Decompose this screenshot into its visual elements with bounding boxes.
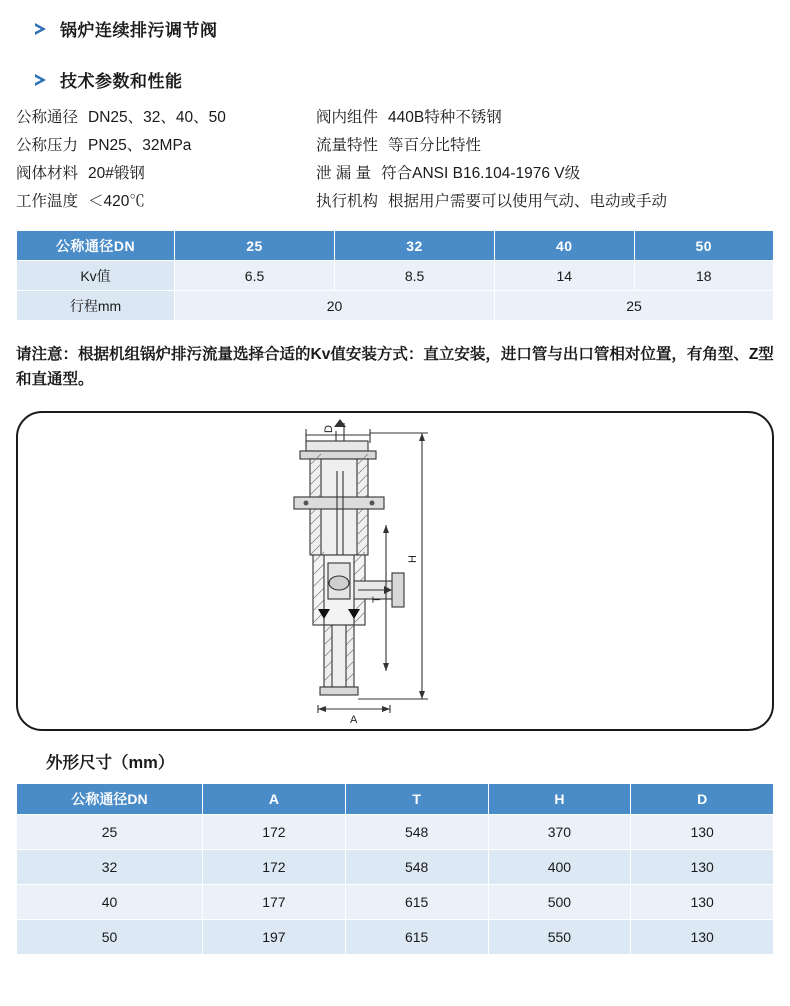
cell-dn: 50 — [17, 919, 203, 954]
cell-t: 615 — [345, 884, 488, 919]
arrow-bullet-icon — [34, 21, 48, 37]
kv-table — [16, 230, 774, 321]
column-header-dn: 公称通径DN — [17, 231, 175, 261]
cell-d: 130 — [631, 884, 774, 919]
section-heading-product — [34, 16, 774, 41]
valve-drawing-frame — [16, 411, 774, 731]
spec-label: 执行机构 — [316, 193, 379, 211]
cell-h: 500 — [488, 884, 631, 919]
valve-cross-section-drawing — [18, 413, 774, 729]
dimension-section-title: 外形尺寸（mm） — [46, 753, 175, 772]
spec-value: 20#锻钢 — [88, 165, 145, 183]
cell-a: 197 — [203, 919, 346, 954]
spec-item — [16, 190, 316, 214]
spec-value: PN25、32MPa — [88, 137, 192, 155]
column-header-h: H — [488, 783, 631, 814]
spec-value: 根据用户需要可以使用气动、电动或手动 — [388, 193, 668, 211]
column-header-40: 40 — [495, 231, 634, 261]
spec-label: 阀体材料 — [16, 165, 79, 183]
table-row — [17, 261, 774, 291]
table-header-row — [17, 231, 774, 261]
column-header-t: T — [345, 783, 488, 814]
table-row — [17, 814, 774, 849]
spec-label: 阀内组件 — [316, 109, 379, 126]
column-header-50: 50 — [634, 231, 773, 261]
cell-dn: 32 — [17, 849, 203, 884]
spec-item — [16, 106, 316, 130]
dimension-label-H: H — [407, 554, 419, 563]
arrow-bullet-icon — [34, 72, 48, 88]
table-row — [17, 291, 774, 321]
spec-value: 等百分比特性 — [388, 137, 482, 155]
spec-value: DN25、32、40、50 — [88, 109, 226, 126]
kv-value-25: 6.5 — [175, 261, 335, 291]
cell-dn: 40 — [17, 884, 203, 919]
cell-d: 130 — [631, 849, 774, 884]
dimension-label-D: D — [323, 424, 335, 433]
note-text: 请注意：根据机组锅炉排污流量选择合适的Kv值安装方式：直立安装，进口管与出口管相对位置，有角型、Z型和直通型。 — [16, 346, 774, 388]
dimension-label-A: A — [350, 713, 358, 726]
table-header-row — [17, 783, 774, 814]
spec-label: 泄 漏 量 — [316, 165, 372, 183]
table-row — [17, 849, 774, 884]
column-header-dn: 公称通径DN — [17, 783, 203, 814]
cell-t: 548 — [345, 849, 488, 884]
cell-h: 370 — [488, 814, 631, 849]
kv-value-40: 14 — [495, 261, 634, 291]
cell-a: 177 — [203, 884, 346, 919]
row-header-stroke: 行程mm — [17, 291, 175, 321]
section-heading-label: 锅炉连续排污调节阀 — [60, 21, 218, 40]
spec-item — [16, 134, 316, 158]
column-header-a: A — [203, 783, 346, 814]
cell-dn: 25 — [17, 814, 203, 849]
dimension-label-T: T — [371, 595, 383, 603]
spec-value: 符合ANSI B16.104-1976 V级 — [381, 165, 581, 183]
spec-item — [16, 162, 316, 186]
spec-value: 440B特种不锈钢 — [388, 109, 502, 126]
section-heading-specs — [34, 67, 774, 92]
table-row — [17, 919, 774, 954]
column-header-25: 25 — [175, 231, 335, 261]
cell-d: 130 — [631, 919, 774, 954]
spec-label: 工作温度 — [16, 193, 79, 211]
cell-a: 172 — [203, 814, 346, 849]
cell-a: 172 — [203, 849, 346, 884]
row-header-kv: Kv值 — [17, 261, 175, 291]
spec-label: 公称压力 — [16, 137, 79, 155]
spec-label: 流量特性 — [316, 137, 379, 155]
table-row — [17, 884, 774, 919]
spec-label: 公称通径 — [16, 109, 79, 126]
dimension-table — [16, 783, 774, 955]
cell-t: 615 — [345, 919, 488, 954]
cell-h: 550 — [488, 919, 631, 954]
section-heading-label: 技术参数和性能 — [60, 72, 183, 91]
spec-item — [316, 190, 774, 214]
stroke-value-40-50: 25 — [495, 291, 774, 321]
spec-item — [316, 162, 774, 186]
column-header-32: 32 — [335, 231, 495, 261]
kv-value-32: 8.5 — [335, 261, 495, 291]
stroke-value-25-32: 20 — [175, 291, 495, 321]
column-header-d: D — [631, 783, 774, 814]
kv-value-50: 18 — [634, 261, 773, 291]
cell-h: 400 — [488, 849, 631, 884]
spec-value: ＜420℃ — [88, 193, 145, 211]
cell-t: 548 — [345, 814, 488, 849]
spec-list — [16, 106, 774, 214]
spec-item — [316, 106, 774, 130]
spec-item — [316, 134, 774, 158]
cell-d: 130 — [631, 814, 774, 849]
